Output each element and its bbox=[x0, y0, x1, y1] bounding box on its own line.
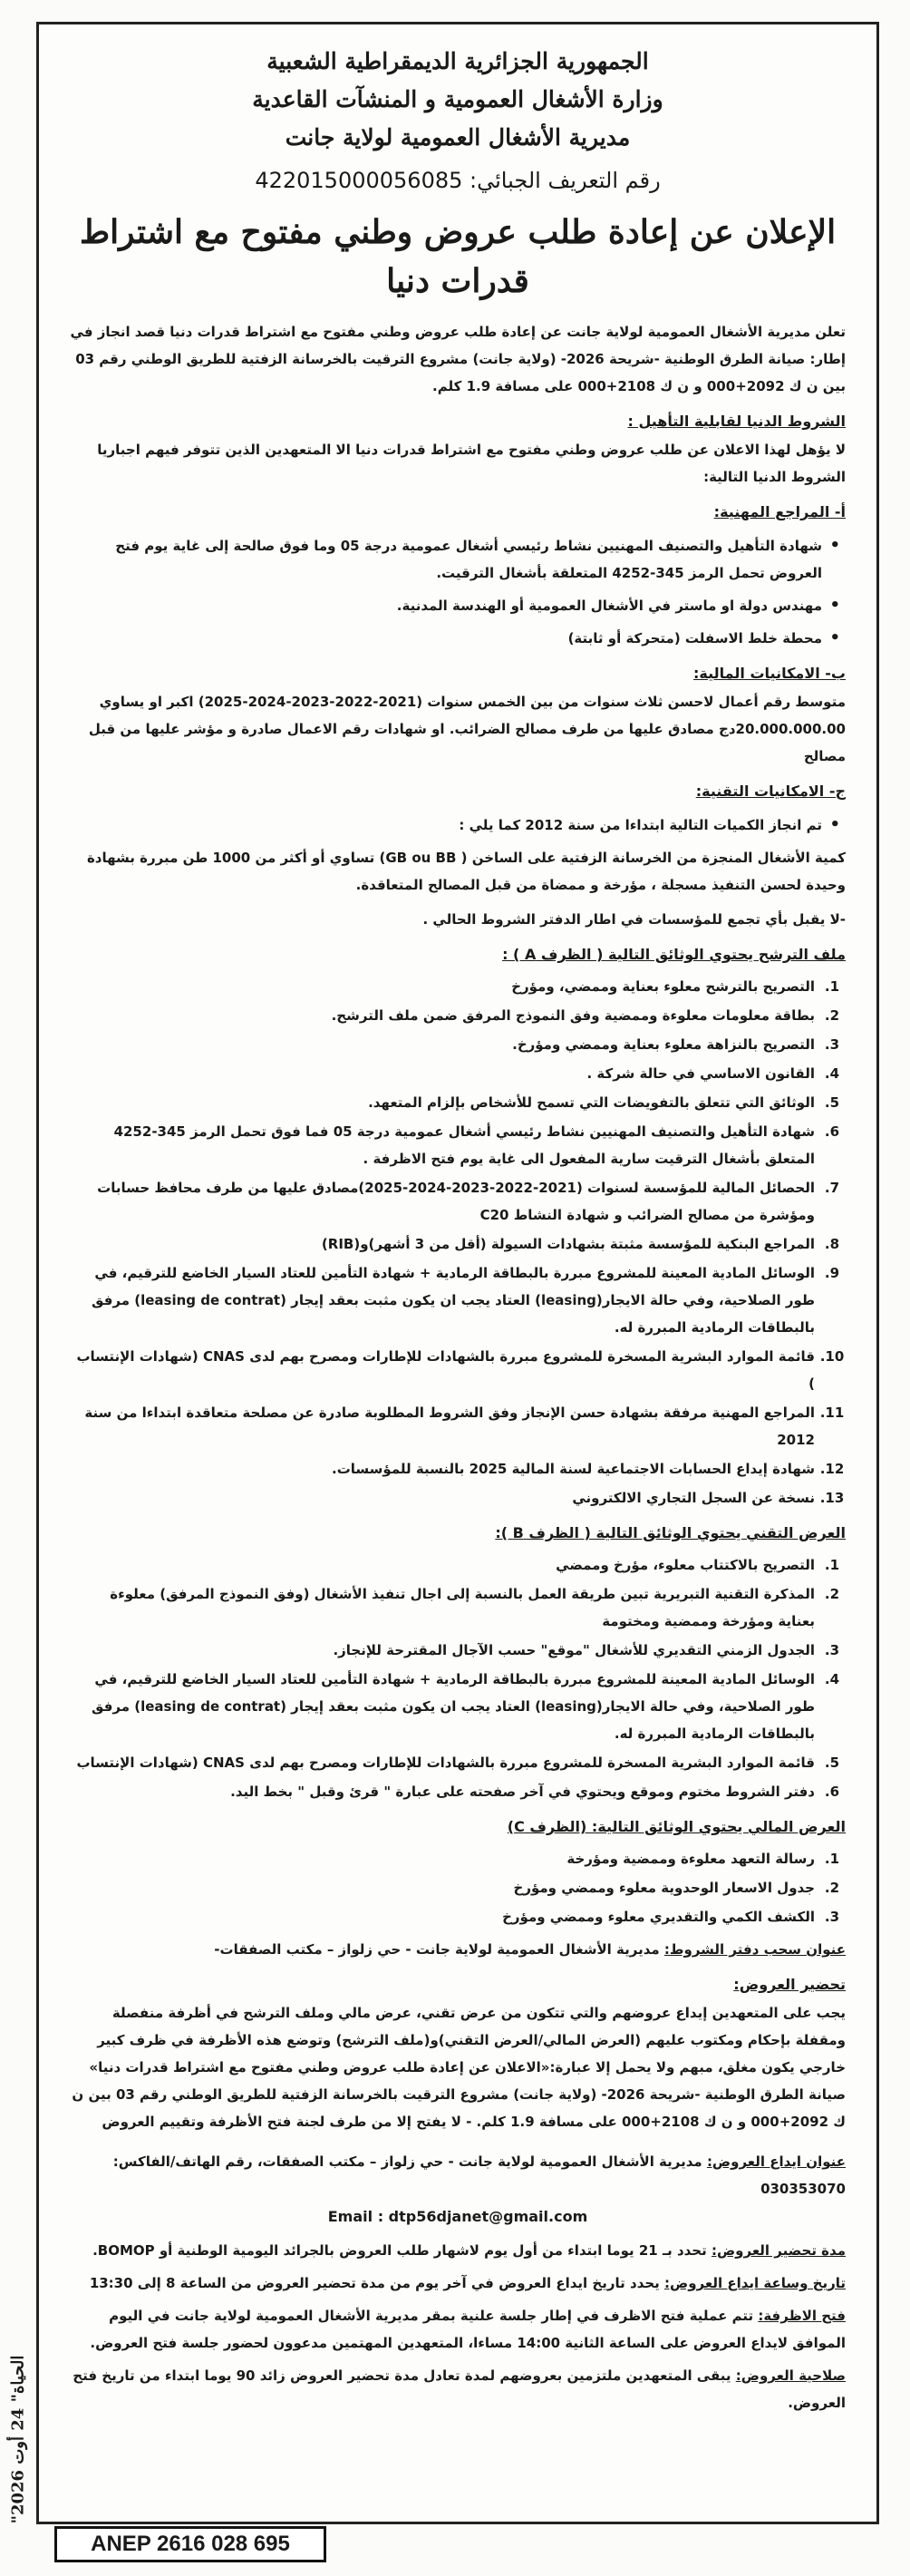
list-item: 8. المراجع البنكية للمؤسسة مثبتة بشهادات السيولة (أقل من 3 أشهر)و(RIB) bbox=[321, 1236, 840, 1252]
financial-offer-list bbox=[70, 1845, 846, 1930]
intro-paragraph: تعلن مديرية الأشغال العمومية لولاية جانت عن إعادة طلب عروض وطني مفتوح مع اشتراط قدرات دنيا قصد انجاز في إطار: صيانة الطرق الوطنية -شريحة 2026- (ولاية جانت) مشروع الترقيت بالخرسانة الزفتية للطريق الوطني رقم 03 بين ن ك 2092+000 و ن ك 2108+000 على مسافة 1.9 كلم. bbox=[70, 324, 846, 394]
header-republic: الجمهورية الجزائرية الديمقراطية الشعبية bbox=[266, 48, 649, 74]
list-item: 6. شهادة التأهيل والتصنيف المهنيين نشاط رئيسي أشغال عمومية درجة 05 فما فوق تحمل الرمز 345-4252 المتعلق بأشغال الترقيت سارية المفعول الى غاية يوم فتح الاظرفة . bbox=[113, 1123, 840, 1167]
newspaper-date-stamp bbox=[4, 2357, 33, 2521]
list-item: 1. التصريح بالترشح معلوء بعناية وممضي، ومؤرخ bbox=[511, 978, 840, 995]
technical-text: كمية الأشغال المنجزة من الخرسانة الزفتية على الساخن ( GB ou BB) تساوي أو أكثر من 1000 طن مبررة بشهادة وحيدة لحسن التنفيذ مسجلة ، مؤرخة و ممضاة من قبل المصالح المتعاقدة. bbox=[86, 850, 846, 893]
professional-heading: أ- المراجع المهنية: bbox=[713, 503, 846, 520]
application-file-heading: ملف الترشح يحتوي الوثائق التالية ( الظرف A ) : bbox=[502, 946, 846, 963]
email-label: Email : bbox=[327, 2208, 384, 2225]
deposit-date-text: يحدد تاريخ ايداع العروض في آخر يوم من مدة تحضير العروض من الساعة 8 إلى 13:30 bbox=[89, 2275, 660, 2291]
anep-reference: ANEP 2616 028 695 bbox=[54, 2526, 326, 2562]
header-block bbox=[70, 43, 846, 157]
deposit-label: عنوان ايداع العروض: bbox=[706, 2153, 846, 2170]
professional-item: • محطة خلط الاسفلت (متحركة أو ثابتة) bbox=[70, 625, 846, 652]
technical-heading: ج- الامكانيات التقنية: bbox=[695, 783, 846, 800]
technical-offer-list bbox=[70, 1551, 846, 1805]
professional-item: • شهادة التأهيل والتصنيف المهنيين نشاط رئيسي أشغال عمومية درجة 05 وما فوق صالحة إلى غاية يوم فتح العروض تحمل الرمز 345-4252 المتعلقة بأشغال الترقيت. bbox=[70, 532, 846, 587]
tax-id-line bbox=[70, 160, 846, 200]
deposit-address bbox=[70, 2148, 846, 2202]
list-item: 2. المذكرة التقنية التبريرية تبين طريقة العمل بالنسبة إلى اجال تنفيذ الأشغال (وفق النموذج المرفق) معلوءة بعناية ومؤرخة وممضية ومختومة bbox=[110, 1586, 840, 1629]
validity-text: يبقى المتعهدين ملتزمين بعروضهم لمدة تعادل مدة تحضير العروض زائد 90 يوما ابتداء من تاريخ فتح العروض. bbox=[73, 2367, 846, 2411]
opening-label: فتح الاظرفة: bbox=[758, 2308, 846, 2324]
announcement-frame bbox=[36, 22, 879, 2524]
tax-id-label: رقم التعريف الجبائي: bbox=[470, 168, 661, 193]
withdrawal-address bbox=[70, 1936, 846, 1963]
withdrawal-text: مديرية الأشغال العمومية لولاية جانت - حي زلواز – مكتب الصفقات- bbox=[214, 1941, 660, 1958]
validity-label: صلاحية العروض: bbox=[735, 2367, 846, 2384]
list-item: 6. دفتر الشروط مختوم وموقع ويحتوي في آخر صفحته على عبارة " قرئ وقبل " بخط اليد. bbox=[230, 1784, 840, 1800]
preparation-text: يجب على المتعهدين إيداع عروضهم والتي تتكون من عرض تقني، عرض مالي وملف الترشح في أظرفة منفصلة ومقفلة بإحكام ومكتوب عليهم (العرض المالي/العرض التقني)و(ملف الترشح) وتوضع هذه الأظرفة في ظرف كبير خارجي يكون مغلق، مبهم ولا يحمل إلا عبارة:«الاعلان عن إعادة طلب عروض وطني مفتوح مع اشتراط قدرات دنيا» صيانة الطرق الوطنية -شريحة 2026- (ولاية جانت) مشروع الترقيت بالخرسانة الزفتية للطريق الوطني رقم 03 بين ن ك 2092+000 و ن ك 2108+000 على مسافة 1.9 كلم. - لا يفتح إلا من طرف لجنة فتح الأظرفة وتقييم العروض bbox=[72, 2005, 846, 2130]
withdrawal-label: عنوان سحب دفتر الشروط: bbox=[663, 1941, 846, 1958]
financial-heading: ب- الامكانيات المالية: bbox=[693, 665, 846, 682]
grouping-notice: -لا يقبل بأي تجمع للمؤسسات في اطار الدفتر الشروط الحالي . bbox=[422, 911, 846, 928]
stamp-text: "الحياة" 24 أوت 2026 bbox=[8, 2355, 28, 2523]
list-item: 1. رسالة التعهد معلوءة وممضية ومؤرخة bbox=[566, 1851, 840, 1867]
validity-line bbox=[70, 2362, 846, 2416]
announcement-body bbox=[39, 24, 876, 2416]
announcement-title: الإعلان عن إعادة طلب عروض وطني مفتوح مع اشتراط قدرات دنيا bbox=[79, 213, 837, 300]
opening-line bbox=[70, 2302, 846, 2357]
financial-offer-heading: العرض المالي يحتوي الوثائق التالية: (الظرف C) bbox=[507, 1818, 846, 1835]
list-item: 3. التصريح بالنزاهة معلوء بعناية وممضي ومؤرخ. bbox=[512, 1036, 840, 1053]
financial-text: متوسط رقم أعمال لاحسن ثلاث سنوات من بين الخمس سنوات (2021-2022-2023-2024-2025) اكبر او يساوي 20.000.000.00دج مصادق عليها من طرف مصالح الضرائب. او شهادات رقم الاعمال صادرة و مؤشر عليها من قبل مصالح bbox=[88, 694, 846, 764]
conditions-text: لا يؤهل لهذا الاعلان عن طلب عروض وطني مفتوح مع اشتراط قدرات دنيا الا المتعهدين الذين تتوفر فيهم اجباريا الشروط الدنيا التالية: bbox=[97, 442, 846, 485]
email-address: dtp56djanet@gmail.com bbox=[388, 2208, 588, 2225]
list-item: 9. الوسائل المادية المعينة للمشروع مبررة بالبطاقة الرمادية + شهادة التأمين للعتاد السيار الخاضع للترقيم، في طور الصلاحية، وفي حالة الايجار(leasing) العتاد يجب ان يكون مثبت بعقد إيجار (leasing de contrat) مرفق بالبطاقات الرمادية المبررة له. bbox=[92, 1265, 840, 1336]
list-item: 4. الوسائل المادية المعينة للمشروع مبررة بالبطاقة الرمادية + شهادة التأمين للعتاد السيار الخاضع للترقيم، في طور الصلاحية، وفي حالة الايجار(leasing) العتاد يجب ان يكون مثبت بعقد إيجار (leasing de contrat) مرفق بالبطاقات الرمادية المبررة له. bbox=[92, 1671, 840, 1742]
email-line bbox=[70, 2202, 846, 2231]
list-item: 13. نسخة عن السجل التجاري الالكتروني bbox=[572, 1490, 845, 1506]
list-item: 10. قائمة الموارد البشرية المسخرة للمشروع مبررة بالشهادات للإطارات ومصرح بهم لدى CNAS (شهادات الإنتساب ) bbox=[76, 1348, 845, 1392]
list-item: 5. قائمة الموارد البشرية المسخرة للمشروع مبررة بالشهادات للإطارات ومصرح بهم لدى CNAS (شهادات الإنتساب bbox=[76, 1755, 840, 1771]
technical-offer-heading: العرض التقني يحتوي الوثائق التالية ( الظرف B ): bbox=[495, 1524, 846, 1541]
list-item: 3. الجدول الزمني التقديري للأشغال "موقع" حسب الآجال المقترحة للإنجاز. bbox=[333, 1642, 840, 1658]
application-file-list bbox=[70, 973, 846, 1512]
deposit-date-label: تاريخ وساعة ايداع العروض: bbox=[664, 2275, 846, 2291]
duration-text: تحدد بـ 21 يوما ابتداء من أول يوم لاشهار طلب العروض بالجرائد اليومية الوطنية أو BOMOP. bbox=[92, 2242, 707, 2259]
list-item: 1. التصريح بالاكتتاب معلوء، مؤرخ وممضي bbox=[556, 1557, 840, 1573]
professional-item: • مهندس دولة او ماستر في الأشغال العمومية أو الهندسة المدنية. bbox=[70, 592, 846, 619]
list-item: 3. الكشف الكمي والتقديري معلوء وممضي ومؤرخ bbox=[502, 1909, 840, 1925]
list-item: 7. الحصائل المالية للمؤسسة لسنوات (2021-2022-2023-2024-2025)مصادق عليها من طرف محافظ حسابات ومؤشرة من مصالح الضرائب و شهادة النشاط C20 bbox=[97, 1180, 840, 1223]
conditions-heading: الشروط الدنيا لقابلية التأهيل : bbox=[627, 413, 846, 430]
deposit-text: مديرية الأشغال العمومية لولاية جانت - حي زلواز – مكتب الصفقات، رقم الهاتف/الفاكس: 030353070 bbox=[112, 2153, 846, 2197]
list-item: 5. الوثائق التي تتعلق بالتفويضات التي تسمح للأشخاص بإلزام المتعهد. bbox=[368, 1094, 840, 1111]
opening-text: تتم عملية فتح الاظرف في إطار جلسة علنية بمقر مديرية الأشغال العمومية لولاية جانت في اليوم الموافق لايداع العروض على الساعة الثانية 14:00 مساءا، المتعهدين المهتمين مدعوون لحضور جلسة فتح العروض. bbox=[90, 2308, 846, 2351]
header-directorate: مديرية الأشغال العمومية لولاية جانت bbox=[285, 124, 631, 151]
tax-id-value: 422015000056085 bbox=[255, 168, 463, 193]
list-item: 12. شهادة إيداع الحسابات الاجتماعية لسنة المالية 2025 بالنسبة للمؤسسات. bbox=[332, 1461, 845, 1477]
duration-line bbox=[70, 2237, 846, 2264]
header-ministry: وزارة الأشغال العمومية و المنشآت القاعدية bbox=[252, 86, 663, 112]
list-item: 2. جدول الاسعار الوحدوية معلوء وممضي ومؤرخ bbox=[513, 1880, 840, 1896]
list-item: 4. القانون الاساسي في حالة شركة . bbox=[586, 1065, 840, 1082]
preparation-heading: تحضير العروض: bbox=[733, 1976, 846, 1993]
technical-item: • تم انجاز الكميات التالية ابتداءا من سنة 2012 كما يلي : bbox=[70, 812, 846, 839]
list-item: 11. المراجع المهنية مرفقة بشهادة حسن الإنجاز وفق الشروط المطلوبة صادرة عن مصلحة متعاقدة ابتداءا من سنة 2012 bbox=[84, 1405, 845, 1448]
duration-label: مدة تحضير العروض: bbox=[711, 2242, 846, 2259]
deposit-date-line bbox=[70, 2270, 846, 2297]
list-item: 2. بطاقة معلومات معلوءة وممضية وفق النموذج المرفق ضمن ملف الترشح. bbox=[331, 1007, 840, 1024]
